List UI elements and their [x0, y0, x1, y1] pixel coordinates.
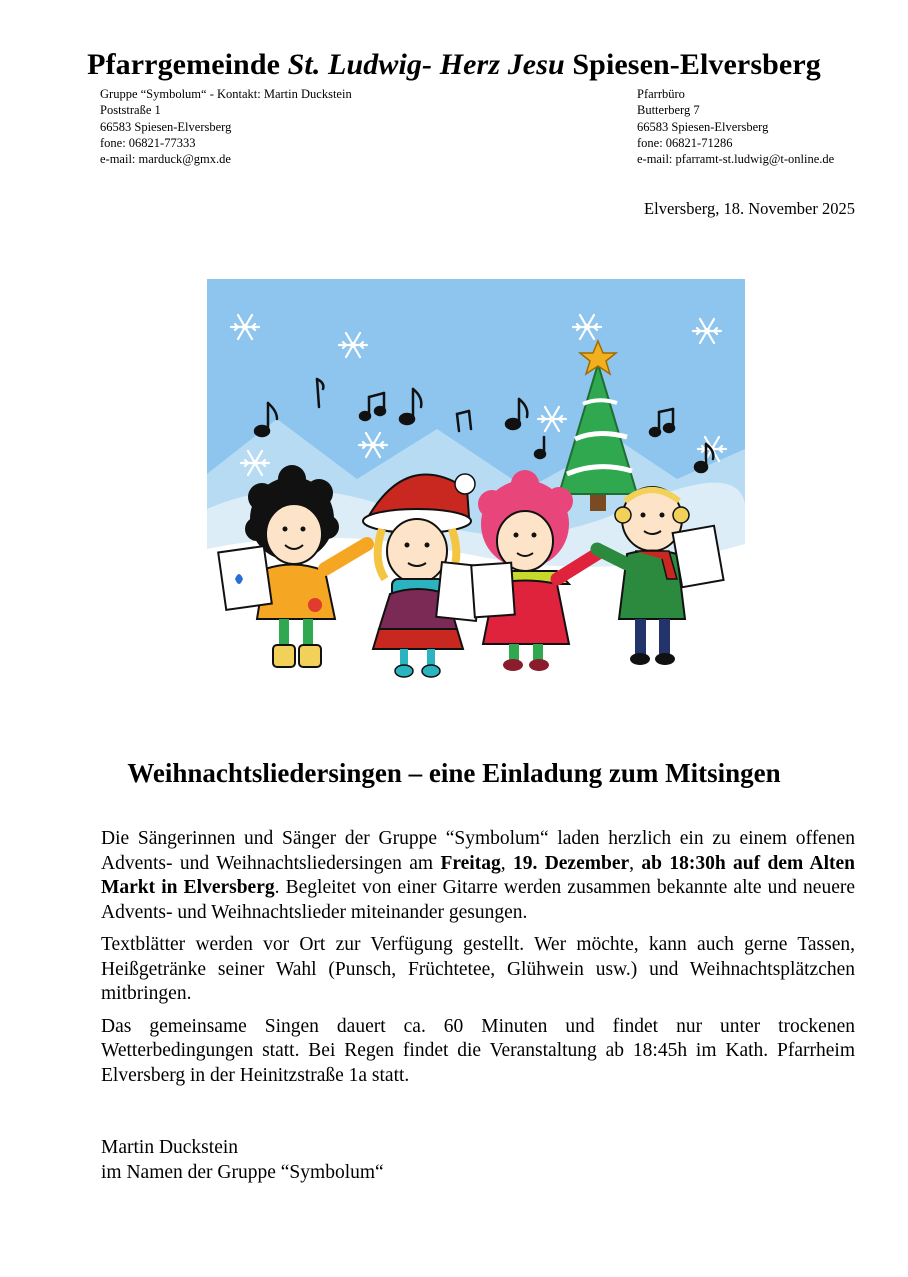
text-span: , [500, 852, 513, 874]
contact-right-line: Butterberg 7 [637, 103, 700, 118]
contact-left-line: fone: 06821-77333 [100, 135, 196, 150]
contact-right-email: e-mail: pfarramt-st.ludwig@t-online.de [637, 152, 835, 167]
invitation-heading: Weihnachtsliedersingen – eine Einladung zum Mitsingen [127, 758, 781, 788]
contact-block-group [100, 86, 352, 167]
contact-left-line: 66583 Spiesen-Elversberg [100, 119, 232, 134]
contact-right-line: 66583 Spiesen-Elversberg [637, 119, 769, 134]
text-span: Die Sängerinnen und Sänger der Gruppe “Symbolum“ laden herzlich ein zu einem offenen Advents- und Weihnachtsliedersingen am [101, 828, 855, 874]
paragraph-bring-along: Textblätter werden vor Ort zur Verfügung gestellt. Wer möchte, kann auch gerne Tassen, Heißgetränke seiner Wahl (Punsch, Früchtetee, Glühwein usw.) und Weihnachtsplätzchen mitbringen. [101, 934, 855, 1004]
contact-right-line: Pfarrbüro [637, 87, 685, 101]
event-day: Freitag [440, 852, 501, 874]
contact-left-email: e-mail: marduck@gmx.de [100, 152, 231, 167]
contact-left-line: Poststraße 1 [100, 103, 161, 118]
text-span: . Begleitet von einer Gitarre werden zusammen bekannte alte und neuere Advents- und Weihnachtslieder miteinander gesungen. [101, 877, 855, 923]
signature-block [101, 1136, 384, 1185]
signature-name: Martin Duckstein [101, 1137, 239, 1158]
event-date: 19. Dezember [512, 852, 630, 874]
invitation-body [101, 827, 855, 1096]
text-span: , [629, 852, 642, 874]
title-suffix: Spiesen-Elversberg [564, 48, 821, 81]
letter-date: Elversberg, 18. November 2025 [644, 199, 855, 218]
event-time-location: ab 18:30h auf dem Alten Markt in Elversberg [101, 852, 855, 898]
contact-right-line: fone: 06821-71286 [637, 135, 733, 150]
signature-role: im Namen der Gruppe “Symbolum“ [101, 1161, 384, 1183]
title-italic: St. Ludwig- Herz Jesu [287, 48, 565, 81]
paragraph-event-details [101, 827, 855, 925]
title-prefix: Pfarrgemeinde [87, 48, 288, 81]
children-caroling-illustration [207, 279, 745, 710]
contact-left-line: Gruppe “Symbolum“ - Kontakt: Martin Duckstein [100, 87, 352, 101]
contact-block-parish-office [637, 86, 834, 167]
parish-title [0, 48, 908, 82]
paragraph-weather-notice: Das gemeinsame Singen dauert ca. 60 Minuten und findet nur unter trockenen Wetterbedingungen statt. Bei Regen findet die Veranstaltung ab 18:45h im Kath. Pfarrheim Elversberg in der Heinitzstraße 1a statt. [101, 1015, 855, 1086]
